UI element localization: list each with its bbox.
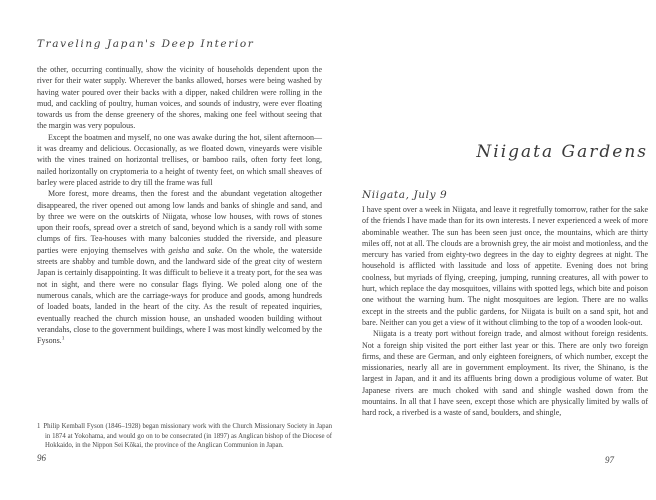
text-run: and [189, 245, 208, 255]
text-run: the other, occurring continually, show the vicinity of households dependent upon the river for their water supply. Wherever the banks allowed, horses were being washed by having water poured over their backs with a dipper, naked children were rolling in the mud, and cackling of poultry, human voices, and sounds of industry, were ever floating towards us from the dense greenery of the shores, making one feel without seeing that the margin was very populous. [37, 65, 322, 131]
footnote-marker: 1 [37, 423, 41, 430]
chapter-title: Niigata Gardens [476, 142, 648, 162]
text-run: Niigata is a treaty port without foreign trade, and almost without foreign residents. Not a foreign ship visited the port either last year or this. There are only two foreign firms, and these are German, and only eighteen foreigners, of which number, except the missionaries, nearly all are in government employment. Its river, the Shinano, is the largest in Japan, and it and its affluents bring down a prodigious volume of water. But Japanese rivers are much choked with sand and shingle washed down from the mountains. In all that I have seen, except those which are physically limited by walls of hard rock, a riverbed is a waste of sand, boulders, and shingle, [362, 329, 648, 418]
left-page-number: 96 [37, 453, 46, 463]
body-paragraph [37, 64, 322, 132]
dateline: Niigata, July 9 [362, 189, 448, 201]
italic-text-run: sake [207, 245, 222, 255]
body-paragraph [362, 204, 648, 328]
footnote-reference: 1 [61, 335, 65, 342]
text-run: Except the boatmen and myself, no one was awake during the hot, silent afternoon—it was dreamy and delicious. Occasionally, as we floated down, vineyards were visible with the vines trained on horizontal trellises, or bamboo rails, often forty feet long, nailed horizontally on cryptomeria to a height of twenty feet, on which small sheaves of barley were placed astride to dry till the frame was full [37, 132, 322, 187]
footnote [37, 422, 332, 451]
text-run: I have spent over a week in Niigata, and leave it regretfully tomorrow, rather for the sake of the friends I have made than for its own interests. I never experienced a week of more abominable weather. The sun has been seen just once, the mountains, which are thirty miles off, not at all. The clouds are a brownish grey, the air moist and motionless, and the mercury has varied from eighty-two degrees in the day to eighty degrees at night. The household is afflicted with lassitude and loss of appetite. Evening does not bring coolness, but myriads of flying, creeping, jumping, running creatures, all with power to hurt, which replace the day mosquitoes, villains with spotted legs, which bite and poison one without the warning hum. The night mosquitoes are legion. There are no walks except in the streets and the public gardens, for Niigata is built on a sand spit, hot and bare. Neither can you get a view of it without climbing to the top of a wooden look-out. [362, 205, 649, 327]
text-run: More forest, more dreams, then the forest and the abundant vegetation altogether disappeared, the river opened out among low lands and banks of shingle and sand, and by three we were on the outskirts of Niigata, whose low houses, with rows of stones upon their roofs, spread over a stretch of sand, beyond which is a sandy roll with some clumps of firs. Tea-houses with many balconies studded the riverside, and pleasure parties were enjoying themselves with [37, 189, 322, 255]
body-paragraph [362, 328, 648, 418]
right-page-body [362, 204, 648, 419]
left-page-body [37, 64, 322, 346]
footnote-text: Philip Kemball Fyson (1846–1928) began missionary work with the Church Missionary Society in Japan in 1874 at Yokohama, and would go on to be consecrated (in 1897) as Anglican bishop of the Diocese of Hokkaido, in the Nippon Sei Kōkai, the province of the Anglican Communion in Japan. [43, 423, 332, 450]
body-paragraph [37, 132, 322, 188]
body-paragraph [37, 188, 322, 346]
right-page [362, 142, 649, 465]
running-header: Traveling Japan's Deep Interior [37, 38, 255, 50]
left-page [37, 38, 332, 463]
text-run: . On the whole, the waterside streets are shabby and tumble down, and the landward side of the great city of western Japan is certainly disappointing. It was difficult to believe it a treaty port, for the sea was not in sight, and there were no consular flags flying. We poled along one of the numerous canals, which are the carriage-ways for produce and goods, among hundreds of loaded boats, landed in the heart of the city. As the result of repeated inquiries, eventually reached the church mission house, an unshaded wooden building without verandahs, close to the government buildings, where I was most kindly welcomed by the Fysons. [37, 245, 322, 346]
right-page-number: 97 [605, 455, 614, 465]
italic-text-run: geisha [168, 245, 190, 255]
